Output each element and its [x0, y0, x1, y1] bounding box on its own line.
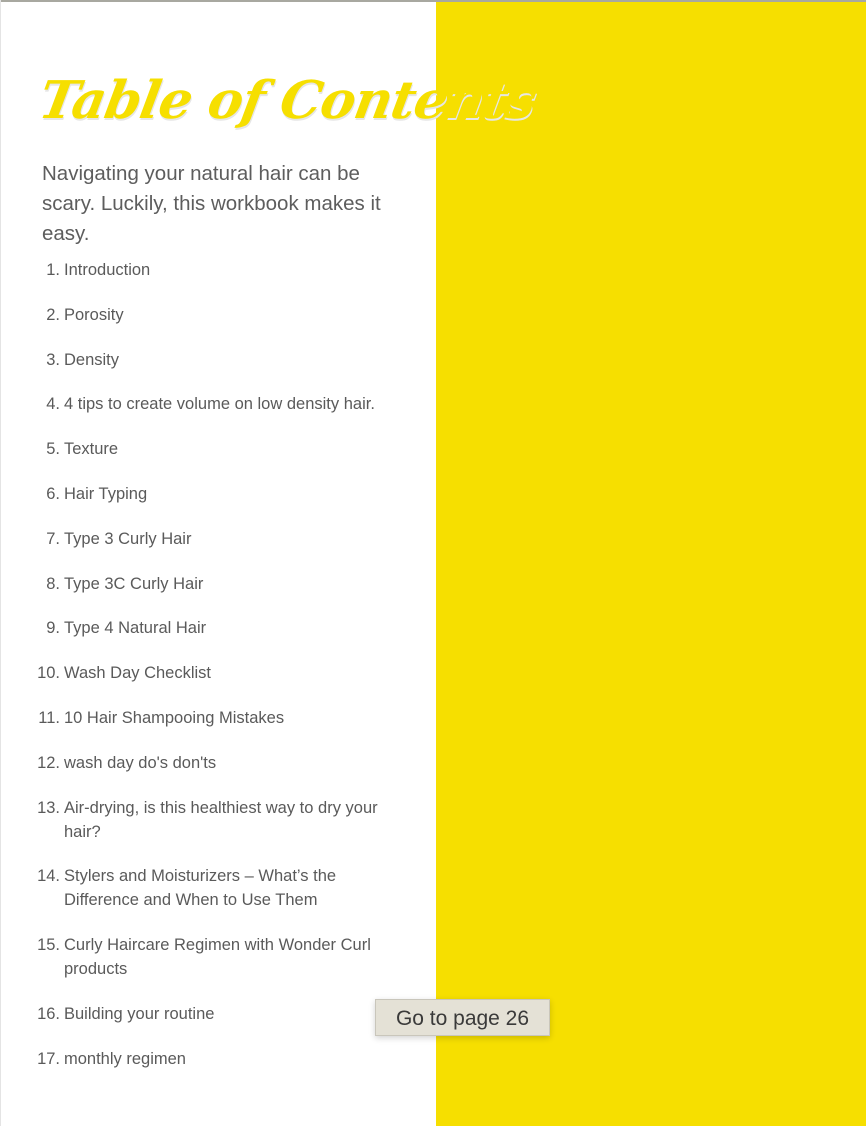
toc-item-label[interactable]: Texture — [64, 440, 119, 459]
toc-item-label[interactable]: Introduction — [64, 261, 151, 279]
toc-item[interactable] — [0, 1047, 400, 1071]
toc-item-label[interactable]: Density — [64, 350, 120, 369]
toc-item-number: 17. — [37, 1049, 60, 1068]
toc-item-number: 2. — [46, 305, 60, 324]
toc-item-number: 13. — [37, 798, 60, 817]
toc-item-number: 14. — [37, 867, 60, 886]
toc-item-number: 16. — [37, 1004, 60, 1023]
toc-item[interactable] — [0, 661, 400, 685]
yellow-color-panel — [436, 2, 866, 1126]
toc-item[interactable] — [0, 482, 400, 506]
toc-item[interactable] — [0, 706, 400, 730]
toc-item-number: 7. — [46, 529, 60, 548]
toc-item-label[interactable]: Curly Haircare Regimen with Wonder Curl products — [64, 936, 371, 979]
toc-item-label[interactable]: Type 4 Natural Hair — [64, 619, 207, 638]
toc-item-number: 3. — [46, 350, 60, 369]
toc-item-label[interactable]: 10 Hair Shampooing Mistakes — [64, 708, 285, 727]
table-of-contents-list — [0, 258, 400, 1092]
toc-item[interactable] — [0, 796, 400, 844]
toc-item-number: 6. — [46, 484, 60, 503]
link-tooltip: Go to page 26 — [375, 999, 550, 1036]
toc-item[interactable] — [0, 864, 400, 912]
toc-item[interactable] — [0, 392, 400, 416]
toc-item[interactable] — [0, 751, 400, 775]
intro-paragraph: Navigating your natural hair can be scary. Luckily, this workbook makes it easy. — [42, 162, 381, 245]
toc-item[interactable] — [0, 303, 400, 327]
toc-item-label[interactable]: Building your routine — [64, 1004, 215, 1023]
toc-item-number: 5. — [46, 440, 60, 459]
toc-item-label[interactable]: 4 tips to create volume on low density hair. — [64, 395, 375, 414]
toc-item[interactable] — [0, 527, 400, 551]
toc-item[interactable] — [0, 437, 400, 461]
toc-item-number: 8. — [46, 574, 60, 593]
toc-item-number: 12. — [37, 753, 60, 772]
toc-item[interactable] — [0, 348, 400, 372]
page-title: Table of Contents — [34, 70, 541, 131]
toc-item[interactable] — [0, 258, 400, 282]
toc-item[interactable] — [0, 933, 400, 981]
toc-item-number: 4. — [46, 395, 60, 414]
toc-item-number: 1. — [46, 261, 60, 279]
toc-item-label[interactable]: Air-drying, is this healthiest way to dry your hair? — [64, 798, 378, 841]
toc-item-number: 9. — [46, 619, 60, 638]
toc-item-label[interactable]: Type 3 Curly Hair — [64, 529, 192, 548]
toc-item-number: 15. — [37, 936, 60, 955]
toc-item-label[interactable]: Porosity — [64, 305, 124, 324]
toc-item-label[interactable]: wash day do's don'ts — [64, 753, 217, 772]
toc-item-number: 11. — [38, 708, 60, 727]
toc-item-label[interactable]: monthly regimen — [64, 1049, 186, 1068]
toc-item-label[interactable]: Stylers and Moisturizers – What’s the Difference and When to Use Them — [64, 867, 337, 910]
toc-item[interactable] — [0, 616, 400, 640]
toc-item-label[interactable]: Type 3C Curly Hair — [64, 574, 204, 593]
toc-item-label[interactable]: Wash Day Checklist — [64, 664, 212, 683]
toc-item-label[interactable]: Hair Typing — [64, 484, 148, 503]
toc-item[interactable] — [0, 1002, 400, 1026]
toc-item-number: 10. — [37, 664, 60, 683]
toc-item[interactable] — [0, 572, 400, 596]
